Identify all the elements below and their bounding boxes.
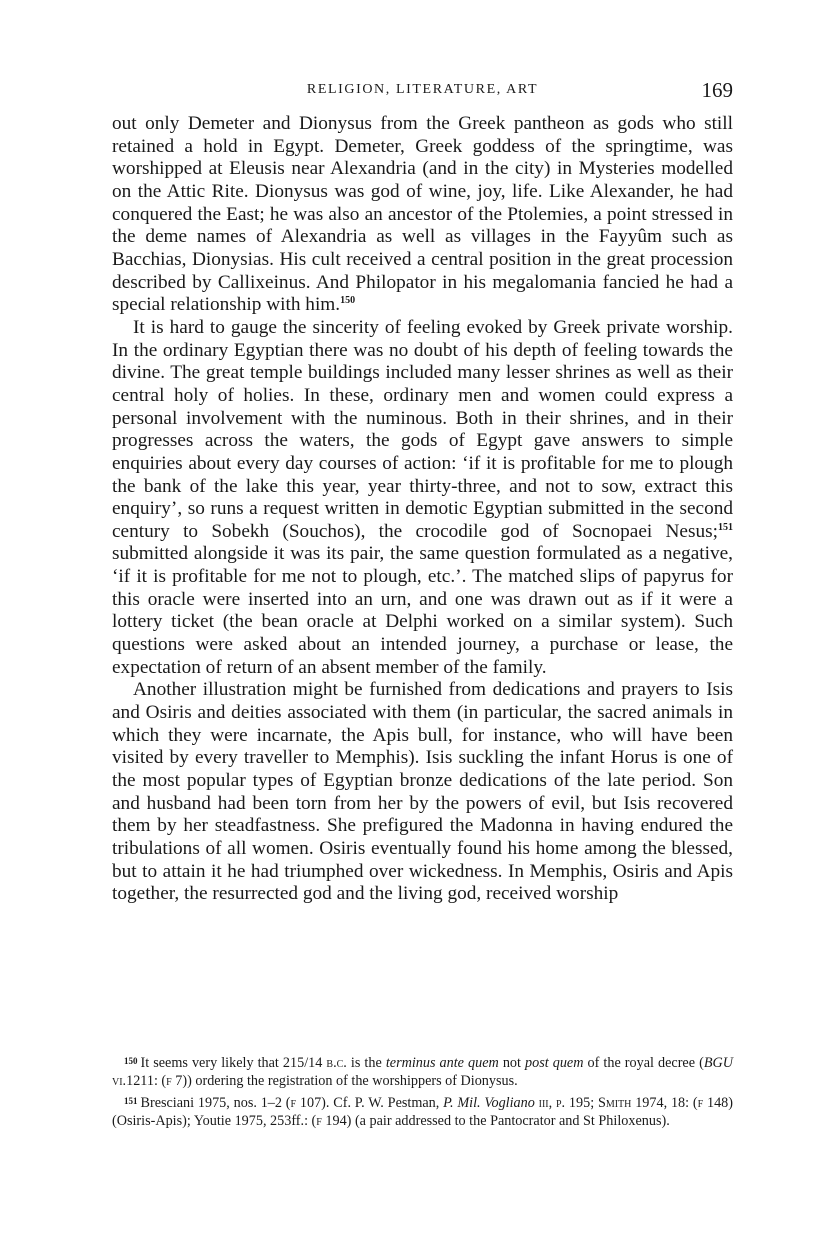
footnote-text: f <box>166 1073 172 1090</box>
footnote-mark: 151 <box>124 1095 138 1106</box>
footnote-text: f <box>697 1094 704 1111</box>
page-number: 169 <box>701 78 733 102</box>
footnote-text: f <box>316 1112 322 1129</box>
footnote-text: iii, p. 195; Smith 1974, 18: ( <box>534 1094 698 1111</box>
footnote-text: is the <box>346 1055 386 1071</box>
paragraph-text: It is hard to gauge the sincerity of feeling evoked by Greek private worship. In the ordinary Egyptian there was no doubt of his depth of feeling towards the divine. The great temple buildings included many lesser shrines as well as their central holy of holies. In these, ordinary men and women could express a personal involvement with the numinous. Both in their shrines, and in their progresses across the waters, the gods of Egypt gave answers to simple enquiries about every day courses of action: ‘if it is profitable for me to plough the bank of the lake this year, year thirty-three, and not to sow, extract this enquiry’, so runs a request written in demotic Egyptian submitted in the second century to Sobekh (Souchos), the crocodile god of Socnopaei Nesus; <box>112 316 733 542</box>
footnote-italic: BGU <box>703 1055 733 1071</box>
footnote-text: vi.1211: ( <box>112 1073 167 1090</box>
footnote-text: 107). Cf. P. W. Pestman, <box>296 1094 444 1111</box>
footnote-text: not <box>498 1055 526 1071</box>
paragraph-text: submitted alongside it was its pair, the same question formulated as a negative, ‘if it is profitable for me not to plough, etc.’. The matched slips of papyrus for this oracle were inserted into an urn, and one was drawn out as if it were a lottery ticket (the bean oracle at Delphi worked on a similar system). Such questions were asked about an intended journey, a purchase or lease, the expectation of return of an absent member of the family. <box>112 543 733 678</box>
footnote-text: of the royal decree ( <box>583 1055 704 1071</box>
footnote-ref-150[interactable]: 150 <box>340 295 356 307</box>
footnote-150 <box>112 1052 733 1091</box>
paragraph-1 <box>112 113 733 317</box>
paragraph-3 <box>112 679 733 906</box>
footnote-151 <box>112 1092 733 1131</box>
footnote-text: 148) (Osiris-Apis); Youtie 1975, 253ff.: ( <box>112 1094 733 1129</box>
page-header <box>112 80 733 104</box>
footnotes <box>112 1052 733 1131</box>
footnote-italic: terminus ante quem <box>385 1055 499 1071</box>
footnote-text: Bresciani 1975, nos. 1–2 ( <box>140 1094 291 1111</box>
footnote-italic: P. Mil. Vogliano <box>443 1094 535 1111</box>
footnote-text: 7)) ordering the registration of the worshippers of Dionysus. <box>171 1073 518 1090</box>
running-head: RELIGION, LITERATURE, ART <box>306 82 539 97</box>
footnote-text: 194) (a pair addressed to the Pantocrator and St Philoxenus). <box>321 1112 670 1129</box>
footnote-ref-151[interactable]: 151 <box>718 521 733 533</box>
footnote-italic: post quem <box>525 1055 584 1071</box>
footnote-text: It seems very likely that 215/14 <box>140 1055 327 1071</box>
main-text <box>112 113 733 906</box>
paragraph-text: Another illustration might be furnished from dedications and prayers to Isis and Osiris and deities associated with them (in particular, the sacred animals in which they were incarnate, the Apis bull, for instance, who will have been visited by every traveller to Memphis). Isis suckling the infant Horus is one of the most popular types of Egyptian bronze dedications of the late period. Son and husband had been torn from her by the powers of evil, but Isis recovered them by her steadfastness. She prefigured the Madonna in having endured the tribulations of all women. Osiris eventually found his home among the blessed, but to attain it he had triumphed over wickedness. In Memphis, Osiris and Apis together, the resurrected god and the living god, received worship <box>112 679 733 905</box>
footnote-text: b.c. <box>326 1055 347 1071</box>
paragraph-2 <box>112 317 733 680</box>
footnote-mark: 150 <box>124 1056 138 1066</box>
paragraph-text: out only Demeter and Dionysus from the Greek pantheon as gods who still retained a hold in Egypt. Demeter, Greek goddess of the springtime, was worshipped at Eleusis near Alexandria (and in the city) in Mysteries modelled on the Attic Rite. Dionysus was god of wine, joy, life. Like Alexander, he had conquered the East; he was also an ancestor of the Ptolemies, a point stressed in the deme names of Alexandria as well as villages in the Fayyûm such as Bacchias, Dionysias. His cult received a central position in the great procession described by Callixeinus. And Philopator in his megalomania fancied he had a special relationship with him. <box>112 113 733 316</box>
footnote-text: f <box>290 1094 297 1111</box>
